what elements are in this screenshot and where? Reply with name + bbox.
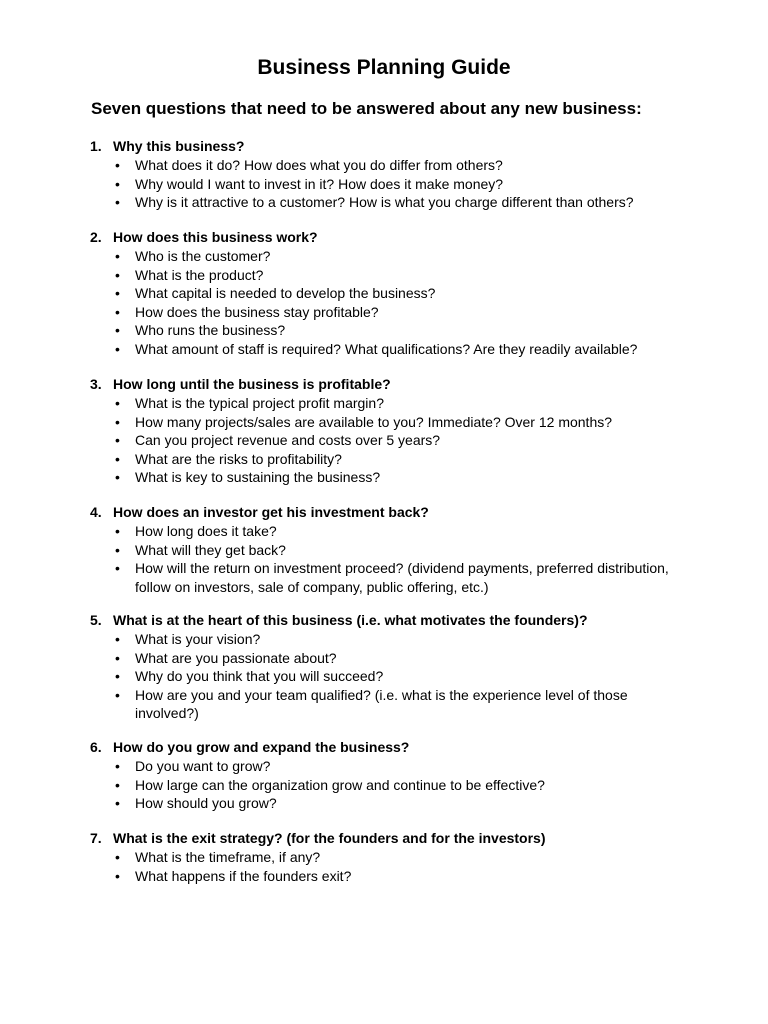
bullet-text: What is the product? bbox=[135, 266, 264, 283]
bullet-icon: • bbox=[115, 432, 120, 449]
bullet-text: How long does it take? bbox=[135, 523, 277, 539]
question-number: 7. bbox=[90, 830, 102, 846]
list-item bbox=[0, 266, 768, 285]
list-item bbox=[0, 175, 768, 194]
list-item bbox=[0, 303, 768, 322]
bullet-text: Can you project revenue and costs over 5 years? bbox=[135, 432, 441, 449]
bullet-text: What is key to sustaining the business? bbox=[135, 469, 381, 486]
list-item bbox=[0, 776, 768, 795]
bullet-text: Why would I want to invest in it? How does it make money? bbox=[135, 175, 504, 192]
bullet-text: What amount of staff is required? What qualifications? Are they readily available? bbox=[135, 340, 638, 357]
list-item bbox=[0, 541, 768, 560]
bullet-text: What will they get back? bbox=[135, 541, 286, 558]
list-item bbox=[0, 559, 768, 596]
bullet-text: Why do you think that you will succeed? bbox=[135, 668, 384, 685]
document-subtitle: Seven questions that need to be answered about any new business: bbox=[91, 99, 642, 118]
question-heading: How does an investor get his investment back? bbox=[113, 504, 429, 520]
bullet-icon: • bbox=[115, 686, 120, 703]
bullet-icon: • bbox=[115, 541, 120, 558]
bullet-icon: • bbox=[115, 303, 120, 320]
bullet-icon: • bbox=[115, 867, 120, 884]
bullet-text: How many projects/sales are available to you? Immediate? Over 12 months? bbox=[135, 413, 613, 430]
bullet-text: What is the typical project profit margin? bbox=[135, 395, 384, 411]
bullet-icon: • bbox=[115, 248, 120, 264]
list-item bbox=[0, 340, 768, 359]
bullet-list bbox=[0, 394, 768, 487]
bullet-icon: • bbox=[115, 668, 120, 685]
bullet-icon: • bbox=[115, 340, 120, 357]
bullet-icon: • bbox=[115, 450, 120, 467]
bullet-text: How does the business stay profitable? bbox=[135, 303, 379, 320]
list-item bbox=[0, 284, 768, 303]
bullet-icon: • bbox=[115, 849, 120, 865]
bullet-text: What are you passionate about? bbox=[135, 649, 337, 666]
list-item bbox=[0, 848, 768, 867]
bullet-text: Who is the customer? bbox=[135, 248, 271, 264]
bullet-icon: • bbox=[115, 631, 120, 647]
bullet-list bbox=[0, 522, 768, 596]
question-number: 3. bbox=[90, 376, 102, 392]
bullet-icon: • bbox=[115, 266, 120, 283]
bullet-icon: • bbox=[115, 175, 120, 192]
question-heading: Why this business? bbox=[113, 138, 245, 154]
bullet-text: What happens if the founders exit? bbox=[135, 867, 352, 884]
bullet-icon: • bbox=[115, 322, 120, 339]
bullet-icon: • bbox=[115, 758, 120, 774]
bullet-text: What are the risks to profitability? bbox=[135, 450, 342, 467]
bullet-list bbox=[0, 247, 768, 359]
bullet-icon: • bbox=[115, 795, 120, 812]
question-heading: What is the exit strategy? (for the founders and for the investors) bbox=[113, 830, 546, 846]
question-heading: What is at the heart of this business (i.e. what motivates the founders)? bbox=[113, 612, 588, 628]
list-item bbox=[0, 522, 768, 541]
bullet-text: How should you grow? bbox=[135, 795, 277, 812]
question-heading: How does this business work? bbox=[113, 229, 318, 245]
bullet-icon: • bbox=[115, 157, 120, 173]
list-item bbox=[0, 757, 768, 776]
bullet-icon: • bbox=[115, 413, 120, 430]
bullet-icon: • bbox=[115, 776, 120, 793]
question-number: 4. bbox=[90, 504, 102, 520]
list-item bbox=[0, 867, 768, 886]
bullet-text: What capital is needed to develop the business? bbox=[135, 285, 436, 302]
list-item bbox=[0, 630, 768, 649]
bullet-list bbox=[0, 848, 768, 885]
list-item bbox=[0, 794, 768, 813]
bullet-list bbox=[0, 630, 768, 723]
list-item bbox=[0, 667, 768, 686]
question-number: 2. bbox=[90, 229, 102, 245]
bullet-text: What is your vision? bbox=[135, 631, 261, 647]
bullet-icon: • bbox=[115, 649, 120, 666]
bullet-list bbox=[0, 156, 768, 212]
list-item bbox=[0, 321, 768, 340]
bullet-icon: • bbox=[115, 469, 120, 486]
question-number: 6. bbox=[90, 739, 102, 755]
bullet-icon: • bbox=[115, 523, 120, 539]
question-heading: How do you grow and expand the business? bbox=[113, 739, 410, 755]
list-item bbox=[0, 686, 768, 723]
question-heading: How long until the business is profitable? bbox=[113, 376, 391, 392]
bullet-icon: • bbox=[115, 395, 120, 411]
bullet-icon: • bbox=[115, 285, 120, 302]
bullet-text: What is the timeframe, if any? bbox=[135, 849, 321, 865]
bullet-list bbox=[0, 757, 768, 813]
list-item bbox=[0, 156, 768, 175]
bullet-icon: • bbox=[115, 194, 120, 211]
list-item bbox=[0, 450, 768, 469]
bullet-icon: • bbox=[115, 560, 120, 577]
list-item bbox=[0, 468, 768, 487]
bullet-text: What does it do? How does what you do differ from others? bbox=[135, 157, 503, 173]
list-item bbox=[0, 431, 768, 450]
bullet-text: How are you and your team qualified? (i.e. what is the experience level of those involved?) bbox=[135, 686, 628, 722]
question-number: 5. bbox=[90, 612, 102, 628]
bullet-text: Who runs the business? bbox=[135, 322, 286, 339]
list-item bbox=[0, 394, 768, 413]
bullet-text: Do you want to grow? bbox=[135, 758, 271, 774]
list-item bbox=[0, 413, 768, 432]
list-item bbox=[0, 649, 768, 668]
list-item bbox=[0, 193, 768, 212]
bullet-text: Why is it attractive to a customer? How is what you charge different than others? bbox=[135, 194, 634, 211]
bullet-text: How large can the organization grow and continue to be effective? bbox=[135, 776, 545, 793]
question-number: 1. bbox=[90, 138, 102, 154]
document-title: Business Planning Guide bbox=[257, 56, 511, 79]
bullet-text: How will the return on investment proceed? (dividend payments, preferred distribution, follow on investors, sale of company, public offering, etc.) bbox=[135, 560, 669, 595]
list-item bbox=[0, 247, 768, 266]
